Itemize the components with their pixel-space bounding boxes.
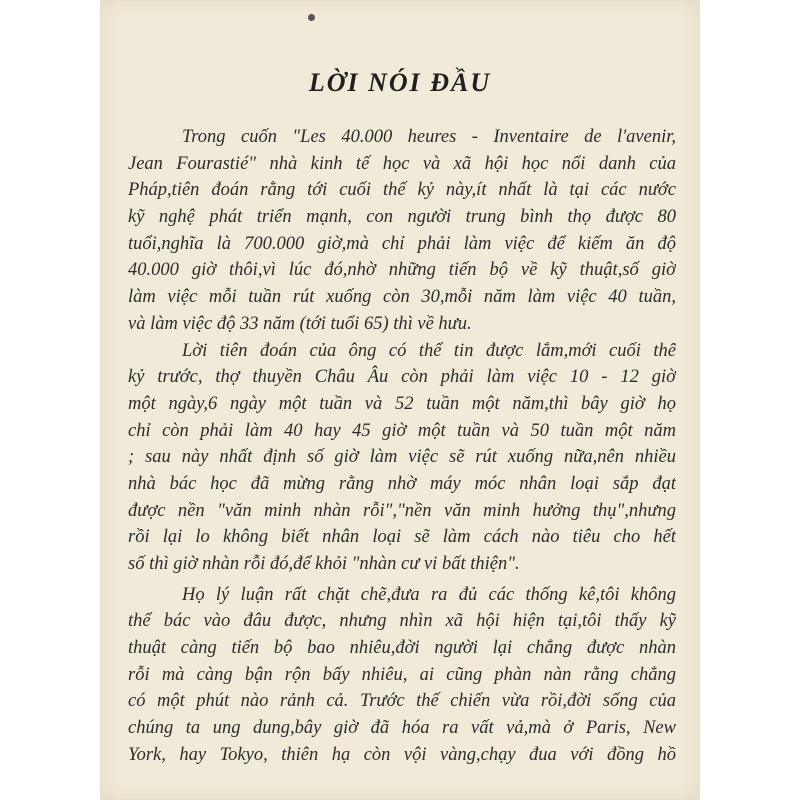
body-text xyxy=(128,124,676,769)
text-line: 40.000 giờ thôi,vì lúc đó,nhờ những tiến bộ về kỹ thuật,số giờ xyxy=(128,260,676,281)
text-line: thể bác vào đâu được, nhưng nhìn xã hội hiện tại,tôi thấy kỹ xyxy=(128,611,676,632)
text-line: Họ lý luận rất chặt chẽ,đưa ra đủ các thống kê,tôi không xyxy=(182,584,676,605)
text-line: chỉ còn phải làm 40 hay 45 giờ một tuần và 50 tuần một năm xyxy=(128,420,676,441)
text-line: rồi lại lo không biết nhân loại sẽ làm cách nào tiêu cho hết xyxy=(128,527,676,548)
text-line: Pháp,tiên đoán rằng tới cuối thế kỷ này,ít nhất là tại các nước xyxy=(128,180,676,201)
text-line: tuổi,nghĩa là 700.000 giờ,mà chỉ phải làm việc để kiếm ăn độ xyxy=(128,233,676,254)
text-line: thuật càng tiến bộ bao nhiêu,đời người lại chẳng được nhàn xyxy=(128,638,676,659)
text-line: ; sau này nhất định số giờ làm việc sẽ rút xuống nữa,nên nhiều xyxy=(128,447,676,468)
text-line: kỷ trước, thợ thuyền Châu Âu còn phải làm việc 10 - 12 giờ xyxy=(128,367,676,388)
text-line: York, hay Tokyo, thiên hạ còn vội vàng,chạy đua với đồng hồ xyxy=(128,744,676,765)
text-line: nhà bác học đã mừng rằng nhờ máy móc nhân loại sắp đạt xyxy=(128,473,676,494)
ink-dot xyxy=(308,14,315,21)
text-line: làm việc mỗi tuần rút xuống còn 30,mỗi năm làm việc 40 tuần, xyxy=(128,287,676,308)
text-line: Trong cuốn "Les 40.000 heures - Inventaire de l'avenir, xyxy=(182,127,676,147)
text-line: có một phút nào rảnh cả. Trước thế chiến vừa rồi,đời sống của xyxy=(128,691,676,712)
text-line: Lời tiên đoán của ông có thể tin được lắm,mới cuối thế xyxy=(182,340,676,361)
book-page xyxy=(100,0,700,800)
text-line: một ngày,6 ngày một tuần và 52 tuần một năm,thì bây giờ họ xyxy=(128,393,676,414)
text-line: chúng ta ung dung,bây giờ đã hóa ra vất vả,mà ở Paris, New xyxy=(128,718,676,739)
text-line: kỹ nghệ phát triển mạnh, con người trung bình thọ được 80 xyxy=(128,207,676,228)
text-line: Jean Fourastié" nhà kinh tế học và xã hội học nổi danh của xyxy=(128,153,676,174)
text-line: được nền "văn minh nhàn rỗi","nền văn minh hưởng thụ",nhưng xyxy=(128,500,676,521)
text-line: số thì giờ nhàn rỗi đó,để khỏi "nhàn cư vi bất thiện". xyxy=(128,554,520,574)
text-line: rỗi mà càng bận rộn bấy nhiêu, ai cũng phàn nàn rằng chẳng xyxy=(128,664,676,685)
page-heading: LỜI NÓI ĐẦU xyxy=(308,68,492,97)
text-line: và làm việc độ 33 năm (tới tuổi 65) thì về hưu. xyxy=(128,313,472,334)
